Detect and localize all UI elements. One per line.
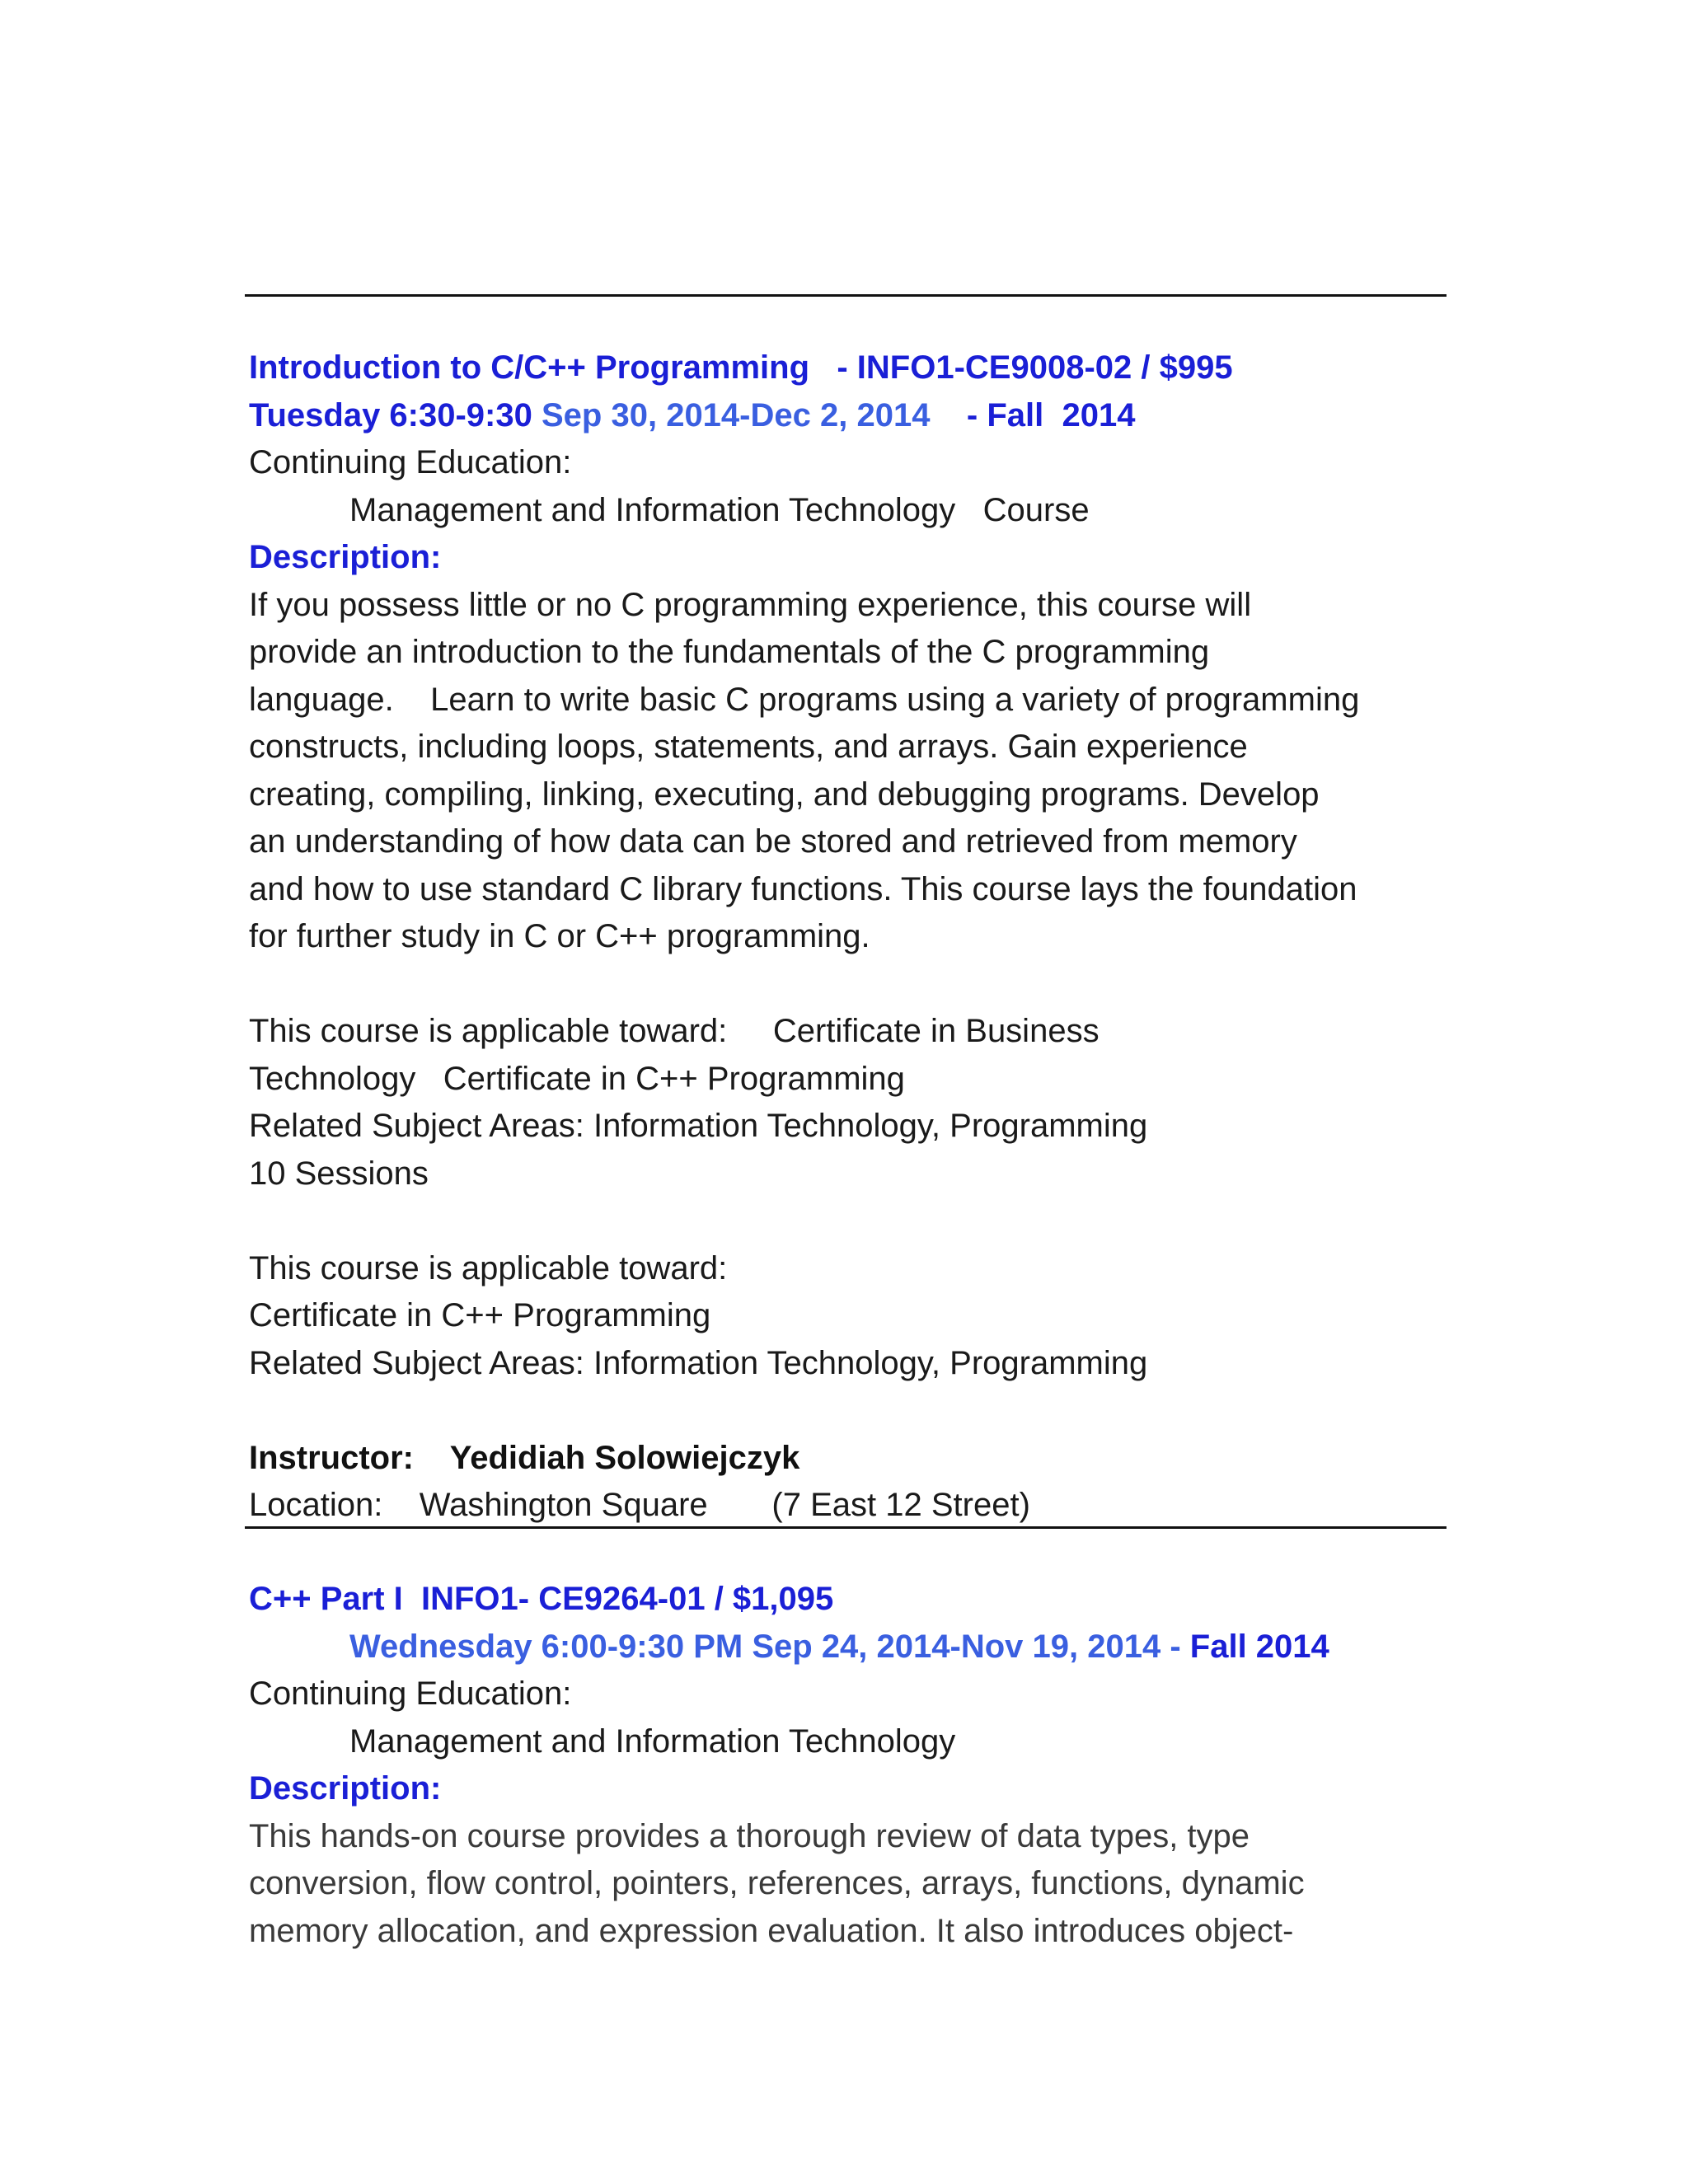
course-1-time: Tuesday 6:30-9:30 <box>249 396 532 434</box>
course-1-dept-name: Management and Information Technology Course <box>349 491 1090 528</box>
course-1-description <box>249 582 1452 961</box>
description-line: for further study in C or C++ programming. <box>249 918 870 954</box>
course-1-dept-label: Continuing Education: <box>249 444 572 480</box>
related-subjects-1: Related Subject Areas: Information Technology, Programming <box>249 1108 1148 1144</box>
location-value: Washington Square (7 East 12 Street) <box>419 1487 1030 1523</box>
course-2 <box>249 1576 1452 1955</box>
course-2-description-label: Description: <box>249 1770 442 1807</box>
instructor-name: Yedidiah Solowiejczyk <box>449 1439 800 1476</box>
instructor <box>249 1435 1452 1483</box>
applicable-1-line-1: This course is applicable toward: Certificate in Business <box>249 1013 1100 1049</box>
course-2-description <box>249 1813 1452 1956</box>
course-1-schedule <box>249 392 1452 440</box>
course-1-title: Introduction to C/C++ Programming <box>249 349 810 386</box>
course-1-term: - Fall 2014 <box>966 396 1136 434</box>
applicable-1-line-2: Technology Certificate in C++ Programming <box>249 1060 905 1097</box>
description-line: an understanding of how data can be stored and retrieved from memory <box>249 823 1297 860</box>
course-1-code-price: - INFO1-CE9008-02 / $995 <box>837 349 1233 386</box>
course-1-header <box>249 344 1452 392</box>
course-2-title: C++ Part I INFO1- CE9264-01 / $1,095 <box>249 1581 834 1617</box>
course-1 <box>249 344 1452 1530</box>
description-line: creating, compiling, linking, executing, and debugging programs. Develop <box>249 776 1320 813</box>
related-subjects-2: Related Subject Areas: Information Technology, Programming <box>249 1344 1148 1381</box>
course-2-term: Fall 2014 <box>1189 1628 1329 1665</box>
course-2-schedule-text: Wednesday 6:00-9:30 PM Sep 24, 2014-Nov 19, 2014 - <box>349 1628 1181 1665</box>
description-line: provide an introduction to the fundamentals of the C programming <box>249 634 1210 670</box>
course-2-dept-label: Continuing Education: <box>249 1675 572 1712</box>
location <box>249 1482 1452 1530</box>
description-line: conversion, flow control, pointers, references, arrays, functions, dynamic <box>249 1865 1305 1901</box>
description-line: language. Learn to write basic C programs using a variety of programming <box>249 681 1360 718</box>
applicable-2-line-2: Certificate in C++ Programming <box>249 1297 711 1333</box>
description-line: memory allocation, and expression evaluation. It also introduces object- <box>249 1912 1294 1949</box>
course-2-schedule <box>249 1624 1452 1671</box>
course-1-dates: Sep 30, 2014-Dec 2, 2014 <box>542 396 931 434</box>
instructor-label: Instructor: <box>249 1439 414 1476</box>
top-divider <box>245 294 1447 297</box>
course-2-dept-name: Management and Information Technology <box>349 1722 956 1760</box>
description-line: This hands-on course provides a thorough review of data types, type <box>249 1817 1250 1854</box>
description-line: and how to use standard C library functions. This course lays the foundation <box>249 870 1357 907</box>
section-divider <box>245 1526 1447 1529</box>
location-label: Location: <box>249 1487 383 1523</box>
applicable-2-line-1: This course is applicable toward: <box>249 1249 728 1286</box>
description-line: constructs, including loops, statements, and arrays. Gain experience <box>249 729 1248 765</box>
description-line: If you possess little or no C programming experience, this course will <box>249 586 1252 623</box>
course-1-description-label: Description: <box>249 539 442 575</box>
sessions-count: 10 Sessions <box>249 1155 429 1192</box>
